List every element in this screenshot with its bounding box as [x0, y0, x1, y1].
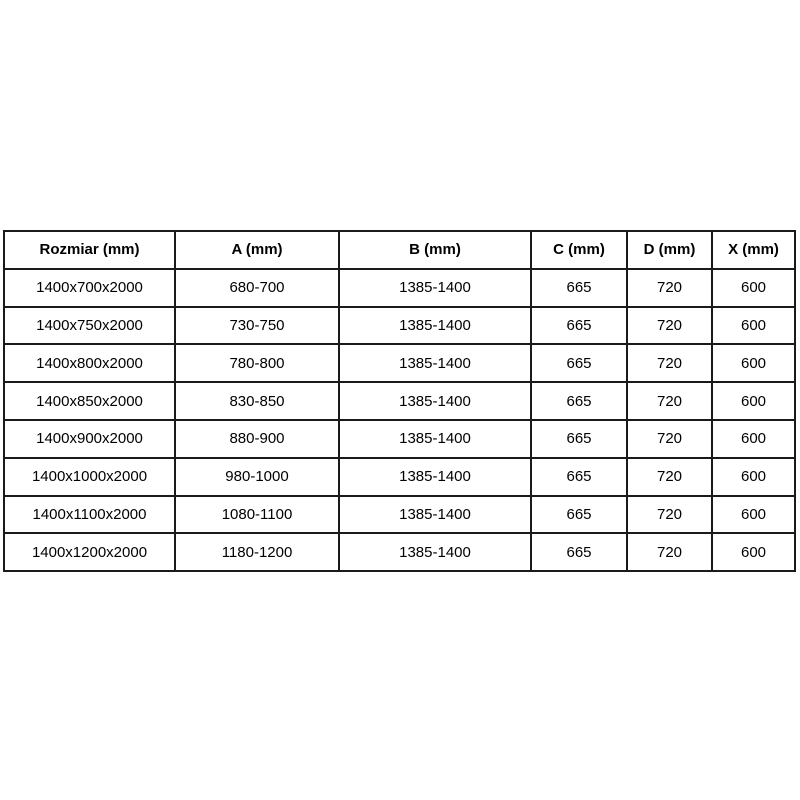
table-cell-c: 665	[531, 420, 627, 458]
table-cell-d: 720	[627, 269, 712, 307]
table-cell-rozmiar: 1400x1100x2000	[4, 496, 175, 534]
table-cell-c: 665	[531, 458, 627, 496]
table-row	[4, 231, 795, 269]
table-cell-c: 665	[531, 344, 627, 382]
table-row	[4, 458, 795, 496]
column-header-x: X (mm)	[712, 231, 795, 269]
table-cell-x: 600	[712, 382, 795, 420]
column-header-c: C (mm)	[531, 231, 627, 269]
table-cell-a: 1180-1200	[175, 533, 339, 571]
table-cell-a: 830-850	[175, 382, 339, 420]
table-cell-x: 600	[712, 307, 795, 345]
table-cell-a: 980-1000	[175, 458, 339, 496]
table-cell-a: 880-900	[175, 420, 339, 458]
table-cell-rozmiar: 1400x700x2000	[4, 269, 175, 307]
table-cell-x: 600	[712, 269, 795, 307]
table-cell-b: 1385-1400	[339, 420, 531, 458]
table-cell-rozmiar: 1400x900x2000	[4, 420, 175, 458]
table-header-row	[4, 231, 795, 269]
table-cell-x: 600	[712, 533, 795, 571]
column-header-d: D (mm)	[627, 231, 712, 269]
table-cell-rozmiar: 1400x800x2000	[4, 344, 175, 382]
table-cell-x: 600	[712, 458, 795, 496]
column-header-rozmiar: Rozmiar (mm)	[4, 231, 175, 269]
size-spec-table	[3, 230, 796, 572]
table-row	[4, 420, 795, 458]
table-row	[4, 344, 795, 382]
table-cell-c: 665	[531, 269, 627, 307]
table-row	[4, 307, 795, 345]
table-cell-a: 780-800	[175, 344, 339, 382]
table-cell-c: 665	[531, 307, 627, 345]
table-cell-d: 720	[627, 344, 712, 382]
table-cell-d: 720	[627, 533, 712, 571]
table-cell-d: 720	[627, 420, 712, 458]
table-cell-rozmiar: 1400x750x2000	[4, 307, 175, 345]
table-cell-a: 680-700	[175, 269, 339, 307]
table-cell-c: 665	[531, 533, 627, 571]
table-cell-c: 665	[531, 496, 627, 534]
table-cell-b: 1385-1400	[339, 344, 531, 382]
table-cell-d: 720	[627, 307, 712, 345]
table-cell-d: 720	[627, 496, 712, 534]
table-row	[4, 269, 795, 307]
table-cell-rozmiar: 1400x850x2000	[4, 382, 175, 420]
table-cell-a: 730-750	[175, 307, 339, 345]
table-cell-x: 600	[712, 420, 795, 458]
table-cell-b: 1385-1400	[339, 458, 531, 496]
table-cell-rozmiar: 1400x1200x2000	[4, 533, 175, 571]
table-row	[4, 382, 795, 420]
table-body	[4, 269, 795, 571]
column-header-a: A (mm)	[175, 231, 339, 269]
table-cell-rozmiar: 1400x1000x2000	[4, 458, 175, 496]
table-cell-b: 1385-1400	[339, 382, 531, 420]
table-cell-b: 1385-1400	[339, 307, 531, 345]
table-cell-x: 600	[712, 496, 795, 534]
table-cell-b: 1385-1400	[339, 496, 531, 534]
table-cell-a: 1080-1100	[175, 496, 339, 534]
table-row	[4, 533, 795, 571]
table-row	[4, 496, 795, 534]
column-header-b: B (mm)	[339, 231, 531, 269]
table-cell-b: 1385-1400	[339, 533, 531, 571]
table-cell-d: 720	[627, 458, 712, 496]
table-cell-c: 665	[531, 382, 627, 420]
table-cell-b: 1385-1400	[339, 269, 531, 307]
table-cell-x: 600	[712, 344, 795, 382]
table-cell-d: 720	[627, 382, 712, 420]
